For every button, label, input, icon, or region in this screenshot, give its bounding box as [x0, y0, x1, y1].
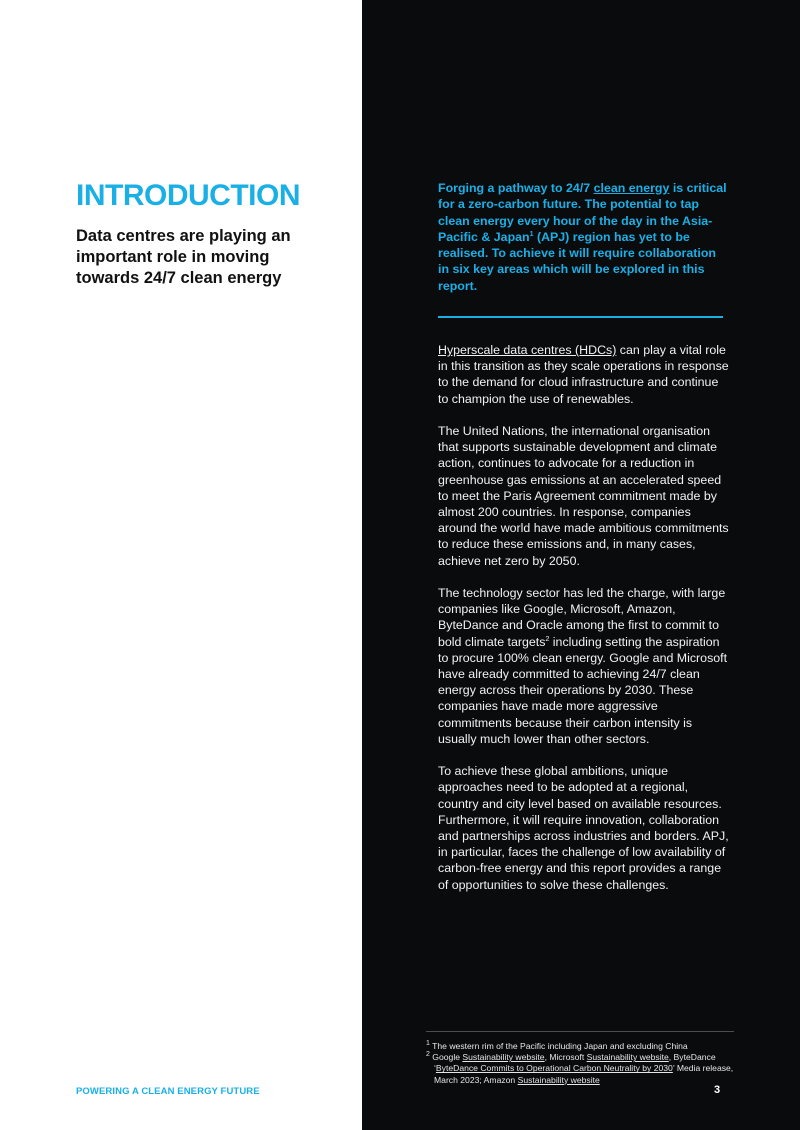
section-title: INTRODUCTION	[76, 179, 300, 212]
footnote-text: Google	[429, 1052, 463, 1063]
footnote-text: ’ Media release,	[672, 1063, 734, 1074]
paragraph-text: can play a vital role in this transition as they scale operations in response to the demand for cloud infrastructure and continue to champion the use of renewables.	[438, 343, 729, 406]
footnote-number: 2	[426, 1051, 430, 1059]
section-divider	[438, 316, 723, 318]
intro-lead-text: Forging a pathway to 24/7	[438, 181, 594, 195]
body-paragraph-1	[438, 342, 730, 407]
intro-lead	[438, 180, 730, 294]
amazon-sustainability-link[interactable]: Sustainability website	[517, 1074, 600, 1085]
body-paragraph-2: The United Nations, the international organisation that supports sustainable development and climate action, continues to advocate for a reduction in greenhouse gas emissions at an accelerated speed to meet the Paris Agreement commitment made by almost 200 countries. In response, companies around the world have made ambitious commitments to reduce these emissions and, in many cases, achieve net zero by 2050.	[438, 424, 729, 568]
intro-lead-text: is critical for a zero-carbon future. The potential to tap clean energy every hour of the day in the Asia-Pacific & Japan	[438, 181, 727, 244]
body-text	[438, 342, 730, 909]
microsoft-sustainability-link[interactable]: Sustainability website	[586, 1052, 669, 1063]
footnote-ref-2: 2	[545, 635, 550, 643]
left-panel	[0, 0, 362, 1130]
footnote-ref-1: 1	[529, 230, 534, 238]
footnote-text: The western rim of the Pacific including Japan and excluding China	[429, 1041, 688, 1051]
paragraph-text: including setting the aspiration to procure 100% clean energy. Google and Microsoft have already committed to achieving 24/7 clean energy across their operations by 2030. These companies have made more aggressive commitments because their carbon intensity is usually much lower than other sectors.	[438, 634, 728, 746]
clean-energy-link[interactable]: clean energy	[593, 181, 670, 195]
intro-lead-text: (APJ) region has yet to be realised. To achieve it will require collaboration in six key areas which will be explored in this report.	[438, 229, 716, 293]
footnote-2-cont	[426, 1063, 766, 1074]
body-paragraph-4: To achieve these global ambitions, unique approaches need to be adopted at a regional, country and city level based on available resources. Furthermore, it will require innovation, collaboration and partnerships across industries and borders. APJ, in particular, faces the challenge of low availability of carbon-free energy and this report provides a range of opportunities to solve these challenges.	[438, 764, 729, 892]
footnote-text: ‘	[434, 1063, 436, 1074]
footnote-rule	[426, 1031, 734, 1032]
page-number: 3	[714, 1084, 721, 1096]
footnote-2	[426, 1052, 766, 1063]
paragraph-text: The technology sector has led the charge, with large companies like Google, Microsoft, Amazon, ByteDance and Oracle among the first to commit to bold climate targets	[438, 586, 726, 649]
hdc-link[interactable]: Hyperscale data centres (HDCs)	[438, 343, 617, 357]
footnote-1	[426, 1041, 766, 1052]
footnotes	[426, 1041, 766, 1086]
section-subtitle: Data centres are playing an important role in moving towards 24/7 clean energy	[76, 227, 291, 287]
footnote-text: March 2023; Amazon	[434, 1074, 518, 1085]
footnote-text: , ByteDance	[668, 1052, 716, 1063]
footer-label: POWERING A CLEAN ENERGY FUTURE	[76, 1086, 260, 1097]
body-paragraph-3	[438, 585, 730, 747]
footnote-text: , Microsoft	[544, 1052, 587, 1063]
footnote-number: 1	[426, 1040, 430, 1048]
bytedance-release-link[interactable]: ByteDance Commits to Operational Carbon Neutrality by 2030	[435, 1063, 673, 1074]
google-sustainability-link[interactable]: Sustainability website	[462, 1052, 545, 1063]
